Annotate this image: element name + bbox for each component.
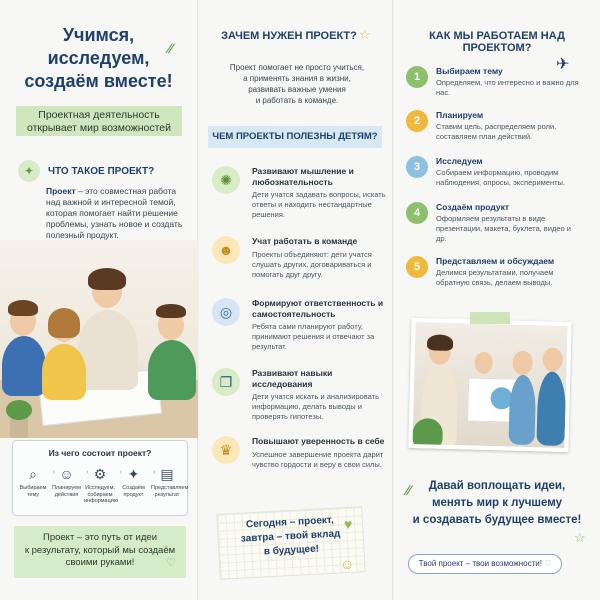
star-icon: ☆ (574, 530, 586, 545)
heart-icon: ♥ (344, 516, 353, 532)
people-icon: ☺ (59, 466, 74, 482)
sticky-note: Сегодня – проект, завтра – твой вклад в будущее! (216, 506, 365, 580)
heart-icon: ♡ (544, 559, 552, 568)
arrow-right-icon: › (119, 469, 122, 476)
what-is-heading: ЧТО ТАКОЕ ПРОЕКТ? (48, 166, 155, 177)
brain-icon: ✺ (212, 166, 240, 194)
tagline-banner: Проектная деятельность открывает мир возможностей (16, 106, 182, 136)
plant-decoration (4, 400, 34, 438)
panel-what-is-project (0, 0, 198, 600)
part-step: ▤ Представляем результат (151, 466, 189, 498)
brochure-title: Учимся, исследуем, создаём вместе! (24, 25, 173, 91)
lightbulb-icon: ✦ (18, 160, 40, 182)
arrow-right-icon: › (153, 469, 156, 476)
smiley-icon: ☺ (340, 556, 355, 572)
team-icon: ☻ (212, 236, 240, 264)
group-photo (408, 318, 571, 452)
part-step: ⚙ Исследуем, собираем информацию › (84, 466, 122, 504)
project-definition: Проект – это совместная работа над важной и интересной темой, которая помогает найти решение проблемы, узнать новое и создать полезный продукт. (46, 186, 183, 240)
part-step: ⌕ Выбираем тему › (17, 465, 49, 505)
closing-slogan: Давай воплощать идеи, менять мир к лучшему и создавать будущее вместе! (412, 480, 582, 526)
trophy-icon: ♛ (212, 436, 240, 464)
part-step: ☺ Планируем действия › (52, 466, 89, 498)
target-icon: ◎ (212, 298, 240, 326)
parts-steps (17, 465, 189, 505)
possibilities-pill: Твой проект – твои возможности! ♡ (408, 554, 562, 574)
bulb-icon: ✦ (127, 466, 140, 482)
part-step: ✦ Создаём продукт › (118, 465, 150, 505)
sparkle-icon: ⁄⁄ (406, 482, 411, 498)
gear-icon: ⚙ (93, 466, 107, 482)
star-icon: ☆ (359, 27, 371, 42)
tape-decoration (470, 312, 510, 324)
search-icon: ⌕ (29, 466, 37, 482)
arrow-right-icon: › (52, 469, 55, 476)
arrow-right-icon: › (86, 469, 89, 476)
sparkle-icon: ⁄⁄ (168, 40, 173, 56)
presentation-icon: ▤ (160, 466, 174, 482)
parts-title: Из чего состоит проект? (48, 448, 152, 458)
benefits-heading: ЧЕМ ПРОЕКТЫ ПОЛЕЗНЫ ДЕТЯМ? (208, 126, 382, 148)
paper-plane-icon: ✈ (556, 56, 570, 73)
book-icon: ❐ (212, 368, 240, 396)
why-intro: Проект помогает не просто учиться, а применять знания в жизни, развивать важные умения и работать в команде. (229, 63, 365, 105)
heart-icon: ♡ (166, 557, 176, 569)
classroom-photo (0, 240, 198, 438)
how-heading: КАК МЫ РАБОТАЕМ НАД ПРОЕКТОМ? (429, 30, 565, 54)
summary-note: Проект – это путь от идеи к результату, который мы создаём своими руками! (14, 526, 186, 578)
why-heading: ЗАЧЕМ НУЖЕН ПРОЕКТ? (221, 30, 357, 42)
project-parts-box (12, 440, 188, 516)
